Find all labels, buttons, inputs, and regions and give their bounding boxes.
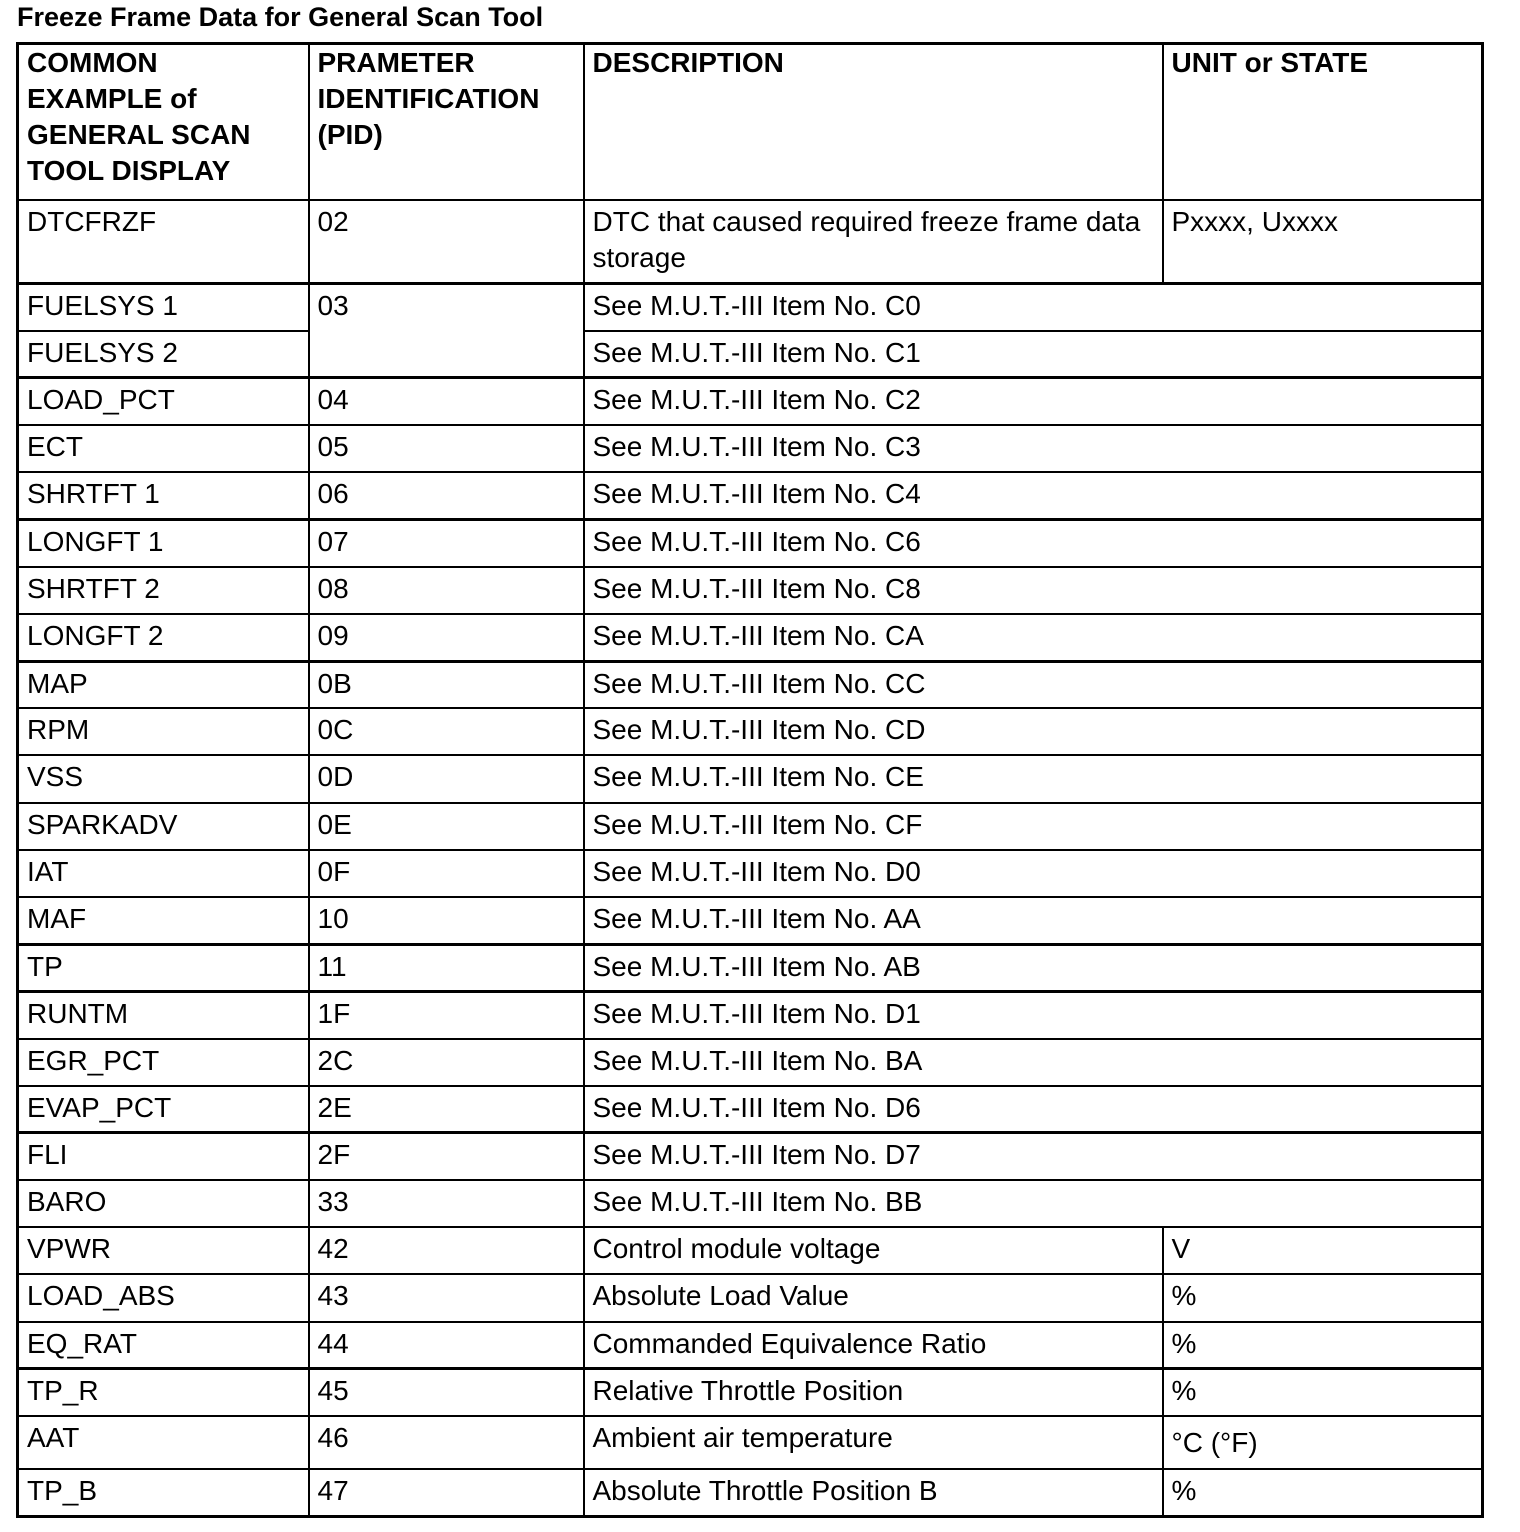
table-row: [18, 944, 1483, 991]
table-row: [18, 661, 1483, 708]
cell-display: LONGFT 2: [18, 614, 309, 661]
cell-pid: 02: [309, 200, 584, 284]
cell-display: VSS: [18, 755, 309, 802]
table-row: [18, 1180, 1483, 1227]
cell-description: See M.U.T.-III Item No. AA: [584, 897, 1483, 944]
header-description: DESCRIPTION: [584, 44, 1163, 200]
cell-pid: 09: [309, 614, 584, 661]
cell-pid: 33: [309, 1180, 584, 1227]
cell-display: BARO: [18, 1180, 309, 1227]
cell-display: FUELSYS 1: [18, 284, 309, 331]
table-row: [18, 1227, 1483, 1274]
cell-description: See M.U.T.-III Item No. C4: [584, 472, 1483, 519]
table-row: [18, 1039, 1483, 1086]
table-row: [18, 708, 1483, 755]
cell-description: See M.U.T.-III Item No. AB: [584, 944, 1483, 991]
cell-display: ECT: [18, 425, 309, 472]
cell-description: See M.U.T.-III Item No. C3: [584, 425, 1483, 472]
cell-description: See M.U.T.-III Item No. C1: [584, 331, 1483, 378]
cell-pid: 06: [309, 472, 584, 519]
cell-pid: 05: [309, 425, 584, 472]
cell-pid: 46: [309, 1416, 584, 1469]
table-row: [18, 1086, 1483, 1133]
cell-pid: 10: [309, 897, 584, 944]
table-row: [18, 1416, 1483, 1469]
cell-description: See M.U.T.-III Item No. CD: [584, 708, 1483, 755]
table-row: [18, 472, 1483, 519]
cell-description: DTC that caused required freeze frame data storage: [584, 200, 1163, 284]
cell-pid: 0B: [309, 661, 584, 708]
cell-description: See M.U.T.-III Item No. D6: [584, 1086, 1483, 1133]
table-row: [18, 1369, 1483, 1416]
table-row: [18, 200, 1483, 284]
cell-pid: 0D: [309, 755, 584, 802]
cell-description: See M.U.T.-III Item No. C8: [584, 567, 1483, 614]
cell-display: RUNTM: [18, 991, 309, 1038]
cell-display: AAT: [18, 1416, 309, 1469]
header-pid: PRAMETER IDENTIFICATION (PID): [309, 44, 584, 200]
table-row: [18, 567, 1483, 614]
cell-display: FUELSYS 2: [18, 331, 309, 378]
cell-unit: %: [1163, 1274, 1483, 1321]
cell-pid: 1F: [309, 991, 584, 1038]
table-row: [18, 331, 1483, 378]
cell-pid: 03: [309, 284, 584, 378]
cell-pid: 08: [309, 567, 584, 614]
cell-pid: 45: [309, 1369, 584, 1416]
header-display: COMMON EXAMPLE of GENERAL SCAN TOOL DISPLAY: [18, 44, 309, 200]
cell-pid: 04: [309, 378, 584, 425]
cell-description: See M.U.T.-III Item No. CC: [584, 661, 1483, 708]
cell-description: Ambient air temperature: [584, 1416, 1163, 1469]
page-title: Freeze Frame Data for General Scan Tool: [17, 2, 544, 32]
cell-display: SHRTFT 2: [18, 567, 309, 614]
cell-display: MAF: [18, 897, 309, 944]
cell-description: Commanded Equivalence Ratio: [584, 1322, 1163, 1369]
table-row: [18, 1274, 1483, 1321]
cell-description: Absolute Load Value: [584, 1274, 1163, 1321]
cell-description: See M.U.T.-III Item No. CE: [584, 755, 1483, 802]
table-row: [18, 425, 1483, 472]
cell-unit: %: [1163, 1322, 1483, 1369]
cell-description: See M.U.T.-III Item No. CA: [584, 614, 1483, 661]
cell-display: LONGFT 1: [18, 519, 309, 566]
cell-display: EGR_PCT: [18, 1039, 309, 1086]
cell-pid: 44: [309, 1322, 584, 1369]
cell-unit: %: [1163, 1369, 1483, 1416]
cell-display: SHRTFT 1: [18, 472, 309, 519]
cell-display: LOAD_PCT: [18, 378, 309, 425]
cell-description: See M.U.T.-III Item No. D1: [584, 991, 1483, 1038]
table-row: [18, 614, 1483, 661]
table-row: [18, 897, 1483, 944]
cell-display: MAP: [18, 661, 309, 708]
cell-description: Relative Throttle Position: [584, 1369, 1163, 1416]
cell-description: See M.U.T.-III Item No. D0: [584, 850, 1483, 897]
cell-description: See M.U.T.-III Item No. C2: [584, 378, 1483, 425]
table-row: [18, 378, 1483, 425]
table-row: [18, 1322, 1483, 1369]
cell-pid: 0F: [309, 850, 584, 897]
cell-display: VPWR: [18, 1227, 309, 1274]
table-row: [18, 991, 1483, 1038]
cell-unit: Pxxxx, Uxxxx: [1163, 200, 1483, 284]
cell-pid: 42: [309, 1227, 584, 1274]
cell-unit: V: [1163, 1227, 1483, 1274]
table-row: [18, 284, 1483, 331]
cell-display: TP: [18, 944, 309, 991]
cell-pid: 43: [309, 1274, 584, 1321]
cell-display: TP_R: [18, 1369, 309, 1416]
cell-unit-text: °C (°F): [1171, 1427, 1258, 1458]
table-row: [18, 1133, 1483, 1180]
cell-pid: 11: [309, 944, 584, 991]
cell-pid: 07: [309, 519, 584, 566]
cell-description: See M.U.T.-III Item No. BA: [584, 1039, 1483, 1086]
cell-display: FLI: [18, 1133, 309, 1180]
cell-unit: %: [1163, 1469, 1483, 1516]
cell-pid: 2E: [309, 1086, 584, 1133]
cell-unit: [1163, 1416, 1483, 1469]
cell-display: LOAD_ABS: [18, 1274, 309, 1321]
cell-display: IAT: [18, 850, 309, 897]
cell-description: See M.U.T.-III Item No. C6: [584, 519, 1483, 566]
cell-display: RPM: [18, 708, 309, 755]
cell-display: SPARKADV: [18, 803, 309, 850]
table-row: [18, 850, 1483, 897]
cell-description: See M.U.T.-III Item No. BB: [584, 1180, 1483, 1227]
cell-description: See M.U.T.-III Item No. D7: [584, 1133, 1483, 1180]
cell-display: EVAP_PCT: [18, 1086, 309, 1133]
cell-description: Control module voltage: [584, 1227, 1163, 1274]
table-header-row: [18, 44, 1483, 200]
table-row: [18, 519, 1483, 566]
cell-display: TP_B: [18, 1469, 309, 1516]
cell-description: See M.U.T.-III Item No. C0: [584, 284, 1483, 331]
freeze-frame-table: [16, 42, 1484, 1518]
header-unit: UNIT or STATE: [1163, 44, 1483, 200]
table-row: [18, 755, 1483, 802]
cell-pid: 2C: [309, 1039, 584, 1086]
cell-display: DTCFRZF: [18, 200, 309, 284]
table-row: [18, 1469, 1483, 1516]
cell-display: EQ_RAT: [18, 1322, 309, 1369]
table-row: [18, 803, 1483, 850]
cell-description: Absolute Throttle Position B: [584, 1469, 1163, 1516]
cell-pid: 0C: [309, 708, 584, 755]
cell-pid: 0E: [309, 803, 584, 850]
cell-description: See M.U.T.-III Item No. CF: [584, 803, 1483, 850]
cell-pid: 2F: [309, 1133, 584, 1180]
cell-pid: 47: [309, 1469, 584, 1516]
